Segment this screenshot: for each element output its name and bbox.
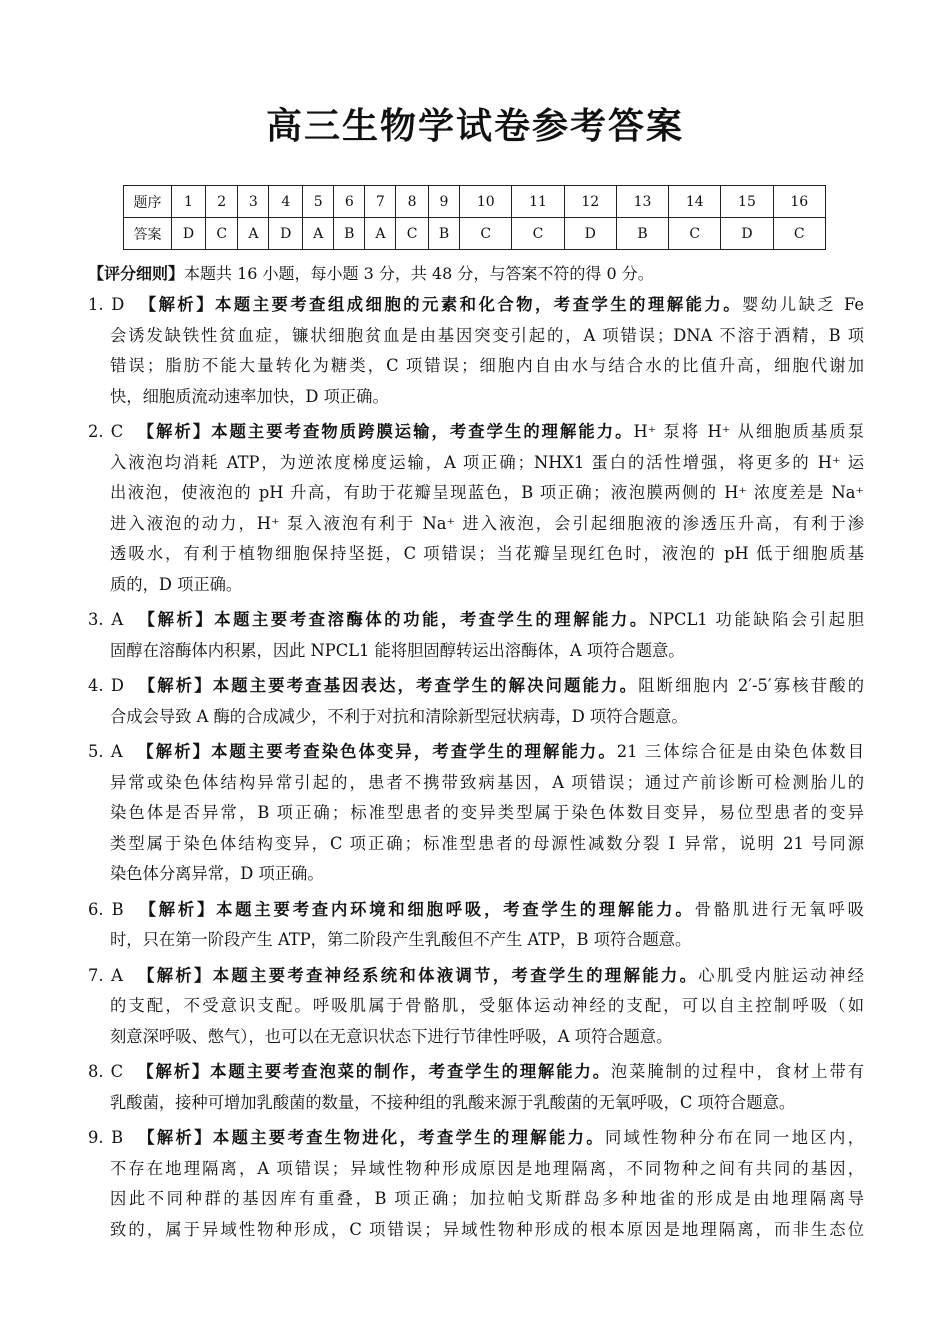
page-title: 高三生物学试卷参考答案 [265, 105, 684, 147]
item-text: 会诱发缺铁性贫血症，镰状细胞贫血是由基因突变引起的，A 项错误；DNA 不溶于酒精，B 项 [110, 325, 864, 345]
answer-cell: D [172, 218, 206, 250]
explanation-item-4 [88, 671, 864, 732]
item-key-point: 【解析】本题主要考查生物进化，考查学生的理解能力。 [138, 1128, 605, 1147]
item-text: H⁺ 泵将 H⁺ 从细胞质基质泵 [633, 422, 864, 441]
answer-table [123, 185, 826, 250]
item-number: 9. B [88, 1128, 124, 1147]
question-number: 4 [269, 186, 303, 218]
answer-label: 答案 [124, 218, 172, 250]
answer-cell: D [269, 218, 303, 250]
answer-table-number-row [124, 186, 826, 218]
item-text: 染色体是否异常，B 项正确；标准型患者的变异类型属于染色体数目变异，易位型患者的变异 [110, 803, 864, 822]
item-key-point: 【解析】本题主要考查基因表达，考查学生的解决问题能力。 [138, 676, 639, 695]
item-text: 同域性物种分布在同一地区内， [604, 1128, 864, 1147]
answer-cell: B [616, 218, 668, 250]
question-number: 7 [365, 186, 396, 218]
question-number: 15 [721, 186, 773, 218]
explanation-item-9 [88, 1123, 864, 1245]
scoring-rule-label: 【评分细则】 [88, 264, 185, 283]
item-key-point: 【解析】本题主要考查泡菜的制作，考查学生的理解能力。 [137, 1062, 611, 1081]
item-key-point: 【解析】本题主要考查染色体变异，考查学生的理解能力。 [137, 742, 617, 761]
explanation-list [88, 290, 864, 1250]
question-number: 14 [669, 186, 721, 218]
explanation-item-8 [88, 1057, 864, 1118]
question-number: 6 [334, 186, 365, 218]
item-text: 进入液泡的动力，H⁺ 泵入液泡有利于 Na⁺ 进入液泡，会引起细胞液的渗透压升高，有利于渗 [110, 513, 864, 533]
item-text: 骨骼肌进行无氧呼吸 [694, 899, 864, 919]
scoring-rule [88, 261, 654, 284]
answer-cell: D [721, 218, 773, 250]
answer-cell: C [669, 218, 721, 250]
question-number: 3 [238, 186, 269, 218]
item-key-point: 【解析】本题主要考查组成细胞的元素和化合物，考查学生的理解能力。 [139, 295, 743, 314]
answer-cell: C [512, 218, 564, 250]
item-number: 1. D [88, 295, 125, 314]
answer-cell: A [365, 218, 396, 250]
item-key-point: 【解析】本题主要考查溶酶体的功能，考查学生的理解能力。 [138, 610, 649, 629]
item-text: 固醇在溶酶体内积累，因此 NPCL1 能将胆固醇转运出溶酶体，A 项符合题意。 [110, 640, 685, 660]
item-number: 6. B [88, 899, 124, 919]
question-number: 12 [564, 186, 616, 218]
answer-cell: A [303, 218, 334, 250]
answer-cell: C [460, 218, 512, 250]
item-text: 刻意深呼吸、憋气），也可以在无意识状态下进行节律性呼吸，A 项符合题意。 [110, 1026, 673, 1046]
answer-cell: B [334, 218, 365, 250]
answer-cell: A [238, 218, 269, 250]
item-text: 合成会导致 A 酶的合成减少，不利于对抗和清除新型冠状病毒，D 项符合题意。 [110, 706, 688, 726]
item-text: 入液泡均消耗 ATP，为逆浓度梯度运输，A 项正确；NHX1 蛋白的活性增强，将更多的 H⁺ 运 [110, 452, 864, 472]
answer-table-answer-row [124, 218, 826, 250]
explanation-item-2 [88, 417, 864, 600]
answer-cell: D [564, 218, 616, 250]
item-text: 婴幼儿缺乏 Fe [742, 295, 864, 314]
item-text: 21 三体综合征是由染色体数目 [616, 742, 864, 761]
answer-cell: C [396, 218, 429, 250]
item-text: 心肌受内脏运动神经 [698, 965, 864, 985]
item-text: 泡菜腌制的过程中，食材上带有 [610, 1062, 864, 1081]
item-number: 8. C [88, 1062, 124, 1081]
item-text: 类型属于染色体结构变异，C 项正确；标准型患者的母源性减数分裂 Ⅰ 异常，说明 21 号同源 [110, 833, 864, 853]
item-key-point: 【解析】本题主要考查神经系统和体液调节，考查学生的理解能力。 [138, 965, 699, 985]
item-text: 致的，属于异域性物种形成，C 项错误；异域性物种形成的根本原因是地理隔离，而非生态位 [110, 1219, 864, 1239]
question-number: 11 [512, 186, 564, 218]
question-number: 13 [616, 186, 668, 218]
explanation-item-3 [88, 605, 864, 666]
item-text: 质的，D 项正确。 [110, 574, 243, 594]
item-number: 5. A [88, 742, 123, 761]
question-number: 10 [460, 186, 512, 218]
item-text: 出液泡，使液泡的 pH 升高，有助于花瓣呈现蓝色，B 项正确；液泡膜两侧的 H⁺ 浓度差是 Na⁺ [110, 483, 864, 502]
explanation-item-7 [88, 961, 864, 1053]
item-text: 乳酸菌，接种可增加乳酸菌的数量，不接种组的乳酸来源于乳酸菌的无氧呼吸，C 项符合题意。 [110, 1092, 796, 1112]
item-number: 3. A [88, 610, 124, 629]
item-key-point: 【解析】本题主要考查物质跨膜运输，考查学生的理解能力。 [137, 422, 634, 441]
question-number: 9 [428, 186, 459, 218]
item-text: 染色体分离异常，D 项正确。 [110, 864, 324, 883]
item-text: 错误；脂肪不能大量转化为糖类，C 项错误；细胞内自由水与结合水的比值升高，细胞代谢加 [110, 356, 864, 375]
item-number: 2. C [88, 422, 124, 441]
explanation-item-5 [88, 737, 864, 890]
question-number: 8 [396, 186, 429, 218]
question-number: 2 [205, 186, 238, 218]
item-text: 的支配，不受意识支配。呼吸肌属于骨骼肌，受躯体运动神经的支配，可以自主控制呼吸（如 [110, 996, 864, 1015]
item-text: 时，只在第一阶段产生 ATP，第二阶段产生乳酸但不产生 ATP，B 项符合题意。 [110, 930, 692, 949]
item-text: 不存在地理隔离，A 项错误；异域性物种形成原因是地理隔离，不同物种之间有共同的基因， [110, 1158, 864, 1178]
answer-cell: C [205, 218, 238, 250]
answer-cell: B [428, 218, 459, 250]
question-number: 1 [172, 186, 206, 218]
item-text: 快，细胞质流动速率加快，D 项正确。 [110, 386, 389, 406]
item-text: 透吸水，有利于植物细胞保持坚挺，C 项错误；当花瓣呈现红色时，液泡的 pH 低于细胞质基 [110, 544, 864, 563]
item-text: 阻断细胞内 2′-5′寡核苷酸的 [638, 676, 865, 695]
item-text: NPCL1 功能缺陷会引起胆 [648, 610, 864, 629]
item-text: 因此不同种群的基因库有重叠，B 项正确；加拉帕戈斯群岛多种地雀的形成是由地理隔离导 [110, 1189, 864, 1208]
explanation-item-1 [88, 290, 864, 412]
item-key-point: 【解析】本题主要考查内环境和细胞呼吸，考查学生的理解能力。 [139, 899, 695, 919]
item-number: 7. A [88, 965, 123, 985]
item-text: 异常或染色体结构异常引起的，患者不携带致病基因，A 项错误；通过产前诊断可检测胎儿的 [110, 772, 864, 792]
item-number: 4. D [88, 676, 124, 695]
answer-cell: C [773, 218, 825, 250]
question-number: 5 [303, 186, 334, 218]
question-number: 16 [773, 186, 825, 218]
scoring-rule-text: 本题共 16 小题，每小题 3 分，共 48 分，与答案不符的得 0 分。 [184, 264, 654, 283]
explanation-item-6 [88, 895, 864, 956]
header-label: 题序 [124, 186, 172, 218]
